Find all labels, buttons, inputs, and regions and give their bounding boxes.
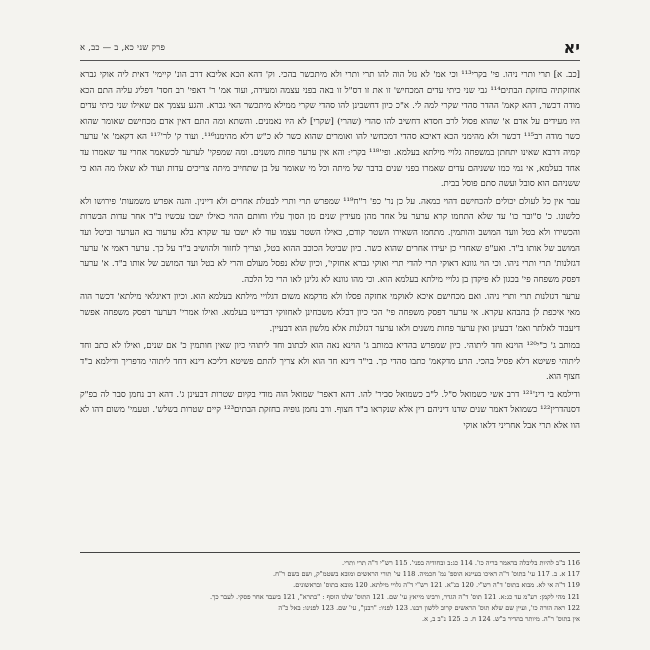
footnote-line: 122 ראה הורה כו', ועיין שם שלא תוס' הראשים קרוב ללשון רבנו. 123 לפניו: "רבנן", עי' שם. 123 לפנינו: באל כ"ה <box>278 603 580 612</box>
footnote-line: 121 מהי לקמן: רע"מ עד כג:א. 121 תוס' ד"ה הגדר, ורבינו מייאץ עי' שם. 121 התוס' שלנו הוסף : "בתרא", 121 ביעבד אחר פסקי. לעבר כך. <box>210 592 580 601</box>
paragraph: במותב ג' כ"י¹²⁰ הוינא וחד ליתוהי. כיון שמפרש בהדיא במותב ג' הוינא נאה הוא לכתוב וחד ליתוהי כיון שאין חותמין כ' אם שנים, ואילו לא כתב וחד ליתוהי פשיטא דלא פסיל בהכי. הרע מדקאמ' כתבו סהדי כך. בי"ד דינא חד הוא ולא צריך להתם פשיטא דליכא דינא דחד ליתוהי מדפריך ודילמא ב"ד חצוף הוא. <box>80 341 580 383</box>
running-head: פרק שני כא, ב — כב, א <box>80 43 166 53</box>
paragraph: עבר אין כל לעולם יכולים להכחישם דהוי כמאה. על כן נר' כפ' ר"ח¹¹⁹ שמפרש תרי ותרי לבטלת אחרים ולא דיינין. והנה אפרש משמעות' פירושו ולא כלשונו. כ' ס"ובר כו' עד שלא התחמו קרא ערער על אחד מהן מעידין שנים מן הסוך עליו וחותם ההוי כאילו ישבו עכשיו ב"ד אחר עדות הבשרות והכשירו ולא בטל וועד המושב והותמין. מתחמו השאירו השטר קודם, כאילו השטר עצמו עוד לא ישבו עד שקרא בלא ערעור בא הערער וביטל ועד המושב של אותו ב"ד. ואע"פ שאחרי כן יעידו אחרים שהוא כשר. כיון שביטל הכוכב ההוא בטל, וצריך לחזור ולהושיב ב"ד על כך. ערער דאמי א' ערער דגזלנות' תרי ותרי ניהו. וכי הוי גוונא דאוקי תרי להדי תרי ואוקי גברא אחזקי', וכיון שלא נפסל מעולם והרי לא בטל ועד המושב של אותו ב"ד. א' ערער דפסק משפחה פי' בכגון לא פיקדן בן גלויי מילתא בעלמא הוא. וכי מהו גוונא לא גלינן לאו הרי כל הלכה. <box>80 196 580 285</box>
footnote-divider <box>80 552 580 553</box>
footnote-line: 119 ד"ה אי לא. מבוא בתוס' ד"ה רש"י. 120 בנ"א. 121 רש"י ד"ה גלויי מילתא. 120 מובא בתוס' ובראשונים. <box>293 581 580 590</box>
paragraph: ודילמא בי דינ'¹²¹ דרב אשי כשמואל ס"ל. ל"ב כשמואל סביר' להו. דהא דאפר' שמואל הוה מודי בקיום שטרות דבעינן ג'. דהא רב נחמן סבר לה בפ"ק דסנהדרין¹²² כשמואל דאמר שנים שדנו דיניהם דין אלא שנקראו ב"ד חצוף. ורב נחמן גופיה בחזקת הבתים¹²³ קיים שטרות בשלש'. וטעמי' משום דהו לא הוו אלא תרי אבל אחריני דלאו אוקי <box>80 389 580 432</box>
footnotes <box>80 558 580 636</box>
paragraph: [כב. א] תרי ותרי ניהו. פי' בקרי¹¹³ וכי אמ' לא גזל הוה להו תרי ותרי ולא מיתכשר בהכי. וק' דהא הכא אליבא דרב הונ' קיימי' דאית ליה אוקי גברא אחזקתיה בחזקת הבתים¹¹⁴ גבי שני כיתי עדים המכחיש' זו את זו דס"ל זו באה בפני עצמה ומעידה, ועוד אמ' ר' דאפי' רב חסד' דפליג עליה התם הכא מודה דכשר, דהא קאמ' ההדר סהדי שקרי למה לי. א"כ כיון דחשבינן להו סהדי שקרי ממילא מיתכשר האי גברא. והגע עצמך אם שאילו שני כיתי עדים היו מעידים על אדם א' שהוא פסול לרב חסדא דחשיב להו סהדי (שהרי) [שקרי] לא היו נאמנים. והשתא ומה התם דאין אדם מכחישם שאומר שהוא כשר מודה רב¹¹⁵ דכשר ולא מהימני הכא דאיכא סהדי דמכחשי להו ואומרים שהוא כשר לא כ"ש דלא מהימנו¹¹⁶. ועוד ק' לר'¹¹⁷ הא דקאמ' א' ערער קמיה דרבא שאינו יתחתן במשפחה גלויי מילתא בעלמא. ופי'¹¹⁸ בקרי: והא אין ערער פחות משנים. ומה שמפקי' לערער לכשאמר אחרי עד שאמרו עד אחד בעלמא, אי נמי כמו ששניהם עדים שאמרו בפני שנים בדבר של מיתה וכל מי שאומר על בן שתחייב מיתה צריכים עדות ועוד לא שאלו מה הוא כי ששניהם הוא סובל ועשה סתם פוסל בבית. <box>80 70 580 190</box>
paragraph: ערער דגזלנות תרי ותרי ניהו. ואם מכחישם איכא לאוקמי אחזקה פסלו ולא מדקמא משום דגלויי מילתא בעלמא הוא. וכיון דאיגלאי מילתא' דכשר הוה מאי איכפת לן בהבהא עקרא. אי ערער דפסק משפחה פי' הכי כיון דבלא משכחינן לאחזוקי דבדיינו בעלמא. ואילו אמרי' דערער דפסק משפחה אפשר דיעבוד לאלתר ואמ' דבעינן ואין ערער פחות משנים ולאו ערער דגזלנות אלא מלשון הוא דבעיין. <box>80 292 580 334</box>
page-header <box>80 36 580 61</box>
page-number: יא <box>563 38 580 57</box>
footnote-line: אין בתוס' ר"ה. מיותר בהדיר ב"ש. 124 ח. ב. 125 נ"ב ב, א. <box>422 615 580 624</box>
footnote-line: 116 ב"ב להיות בליבלה בדאמר בריה כו'. 114 כג:ב ובחודיה בפני'. 115 רש"י ד"ה תרי ותרי. <box>342 559 580 567</box>
main-text <box>80 68 580 546</box>
footnote-line: 117 א. ב. 117 עי' בתוס' ד"ה דאיכו בעיינא הוספ' נמ' חכמיה. 118 עי' תורי הראשים ומובא בשטמ"ק, ושם בשם ר"ח. <box>273 570 580 579</box>
